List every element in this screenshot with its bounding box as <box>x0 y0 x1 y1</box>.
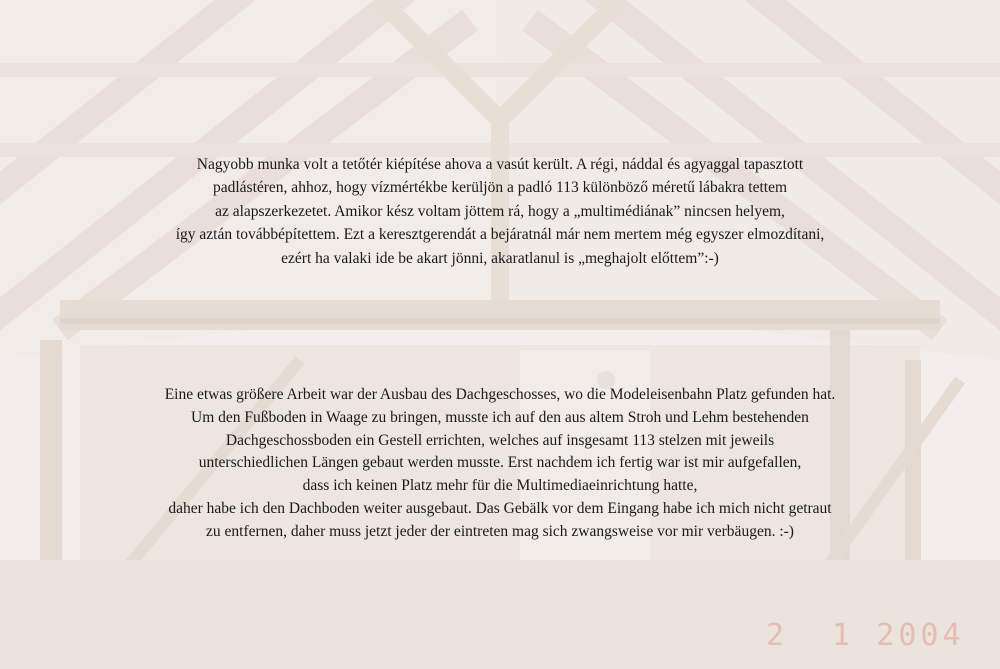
german-line: Eine etwas größere Arbeit war der Ausbau des Dachgeschosses, wo die Modeleisenbahn Platz gefunden hat. <box>164 386 836 403</box>
german-line: dass ich keinen Platz mehr für die Multimediaeinrichtung hatte, <box>302 477 698 495</box>
hungarian-line: padlástéren, ahhoz, hogy vízmértékbe kerüljön a padló 113 különböző méretű lábakra tettem <box>212 179 787 197</box>
german-paragraph <box>0 384 1000 544</box>
photo-date-stamp: 2 1 2004 <box>766 618 965 653</box>
hungarian-line: az alapszerkezetet. Amikor kész voltam jöttem rá, hogy a „multimédiának” nincsen helyem, <box>215 202 785 220</box>
german-line: unterschiedlichen Längen gebaut werden musste. Erst nachdem ich fertig war ist mir aufgefallen, <box>198 454 802 472</box>
hungarian-line: Nagyobb munka volt a tetőtér kiépítése ahova a vasút került. A régi, náddal és agyaggal tapasztott <box>196 156 804 173</box>
german-line: daher habe ich den Dachboden weiter ausgebaut. Das Gebälk vor dem Eingang habe ich mich nicht getraut <box>168 499 832 517</box>
german-line: Um den Fußboden in Waage zu bringen, musste ich auf den aus altem Stroh und Lehm bestehenden <box>191 408 809 426</box>
german-line: zu entfernen, daher muss jetzt jeder der eintreten mag sich zwangsweise vor mir verbäugen. :-) <box>206 522 794 540</box>
german-line: Dachgeschossboden ein Gestell errichten, welches auf insgesamt 113 stelzen mit jeweils <box>225 431 775 449</box>
hungarian-line: ezért ha valaki ide be akart jönni, akaratlanul is „meghajolt előttem”:-) <box>281 249 719 267</box>
hungarian-paragraph <box>0 153 1000 270</box>
hungarian-line: így aztán továbbépítettem. Ezt a keresztgerendát a bejáratnál már nem mertem még egyszer elmozdítani, <box>175 226 825 244</box>
